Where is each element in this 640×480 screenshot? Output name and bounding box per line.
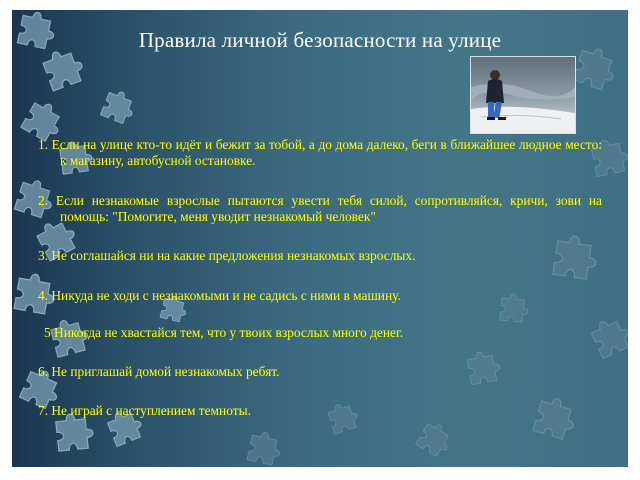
rules-list xyxy=(12,10,628,467)
rule-3: 3. Не соглашайся ни на какие предложения незнакомых взрослых. xyxy=(38,248,416,263)
slide xyxy=(12,10,628,467)
rule-1: 1. Если на улице кто-то идёт и бежит за тобой, а до дома далеко, беги в ближайшее людное место: к магазину, автобусной остановке. xyxy=(38,137,602,168)
rule-4: 4. Никуда не ходи с незнакомыми и не садись с ними в машину. xyxy=(38,288,401,303)
rule-2: 2. Если незнакомые взрослые пытаются увести тебя силой, сопротивляйся, кричи, зови на помощь: "Помогите, меня уводит незнакомый человек" xyxy=(38,193,602,224)
rule-6: 6. Не приглашай домой незнакомых ребят. xyxy=(38,364,280,379)
page-title: Правила личной безопасности на улице xyxy=(138,28,502,52)
rule-5: 5 Никогда не хвастайся тем, что у твоих взрослых много денег. xyxy=(44,325,404,340)
rule-7: 7. Не играй с наступлением темноты. xyxy=(38,403,251,418)
